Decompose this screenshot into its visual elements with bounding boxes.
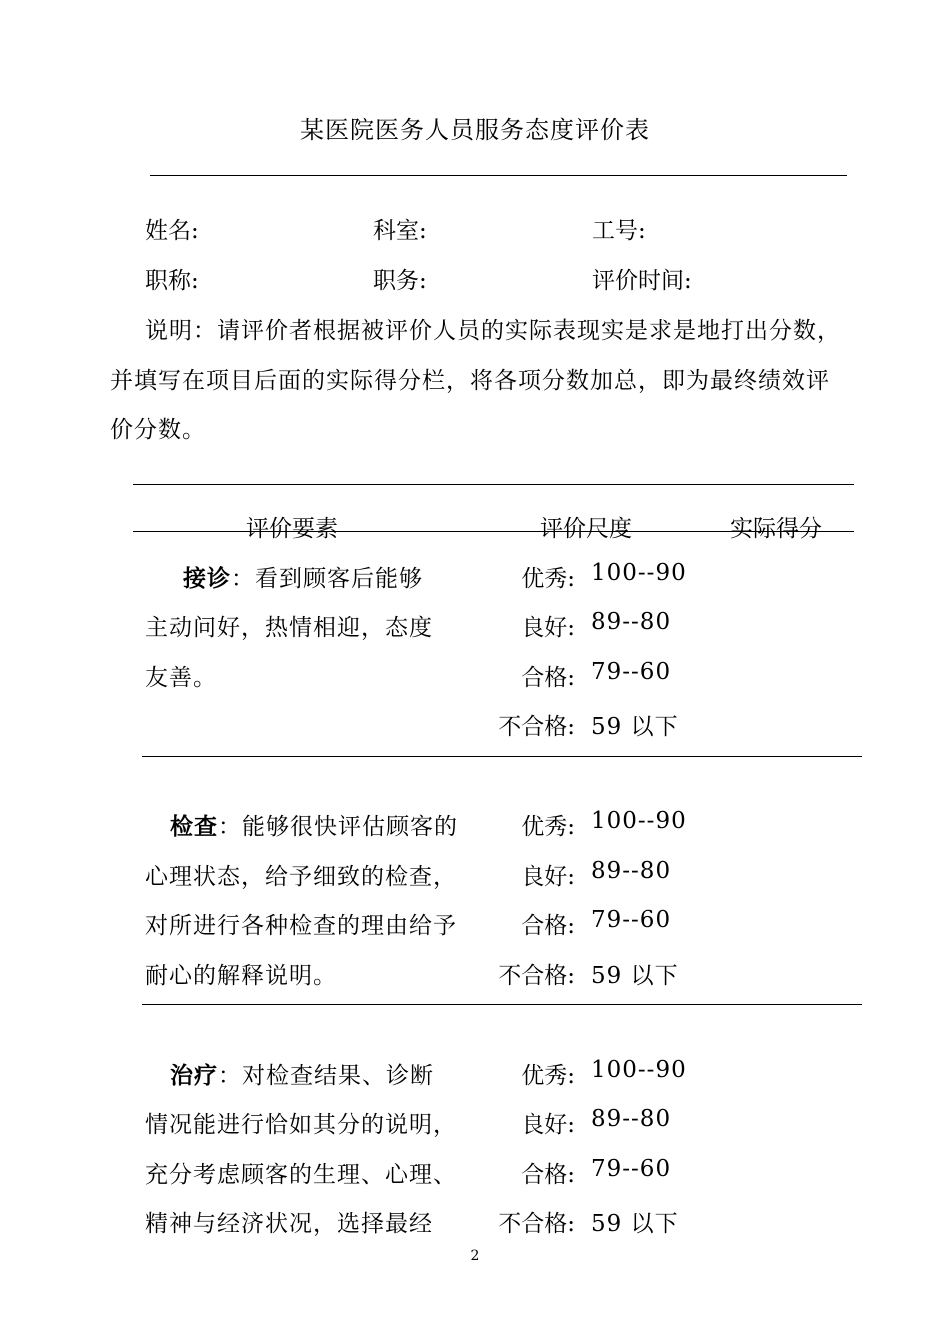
- section-text-line: 充分考虑顾客的生理、心理、: [145, 1162, 457, 1188]
- section-text-line: 检查：能够很快评估顾客的: [170, 814, 458, 840]
- position-field-label: 职务:: [373, 268, 427, 294]
- scale-label: 优秀:: [521, 1063, 575, 1089]
- header-scale: 评价尺度: [540, 516, 632, 542]
- section-heading: 检查: [170, 814, 218, 840]
- scale-label: 良好:: [521, 864, 575, 890]
- section-heading: 治疗: [170, 1063, 218, 1089]
- scale-value: 79--60: [591, 907, 672, 933]
- name-field-label: 姓名:: [145, 218, 199, 244]
- scale-value: 100--90: [591, 808, 687, 834]
- instruction-line-3: 价分数。: [110, 417, 206, 443]
- scale-label: 优秀:: [521, 814, 575, 840]
- instruction-line-1: 说明：请评价者根据被评价人员的实际表现实是求是地打出分数，: [145, 318, 841, 344]
- scale-value: 79--60: [591, 659, 672, 685]
- scale-value: 89--80: [591, 609, 672, 635]
- scale-value: 59 以下: [591, 1211, 679, 1237]
- section-text-line: 耐心的解释说明。: [145, 963, 337, 989]
- scale-label: 良好:: [521, 615, 575, 641]
- table-header-rule: [133, 531, 854, 532]
- scale-label: 优秀:: [521, 566, 575, 592]
- section-text-line: 精神与经济状况，选择最经: [145, 1211, 433, 1237]
- section-text-line: 对所进行各种检查的理由给予: [145, 913, 457, 939]
- section-text-line: 心理状态，给予细致的检查，: [145, 864, 457, 890]
- scale-value: 79--60: [591, 1156, 672, 1182]
- scale-value: 100--90: [591, 1057, 687, 1083]
- eval-time-field-label: 评价时间:: [592, 268, 692, 294]
- scale-value: 59 以下: [591, 714, 679, 740]
- section-text-line: 情况能进行恰如其分的说明，: [145, 1112, 457, 1138]
- page-number: 2: [470, 1248, 480, 1264]
- scale-label: 不合格:: [498, 714, 575, 740]
- section-divider: [142, 756, 862, 757]
- job-title-field-label: 职称:: [145, 268, 199, 294]
- section-text-line: 友善。: [145, 665, 217, 691]
- scale-label: 不合格:: [498, 1211, 575, 1237]
- section-text-line: 主动问好，热情相迎，态度: [145, 615, 433, 641]
- instruction-line-2: 并填写在项目后面的实际得分栏，将各项分数加总，即为最终绩效评: [110, 368, 830, 394]
- section-divider: [142, 1004, 862, 1005]
- section-text-line: 治疗：对检查结果、诊断: [170, 1063, 434, 1089]
- scale-label: 合格:: [521, 913, 575, 939]
- table-top-rule: [133, 484, 854, 485]
- scale-label: 良好:: [521, 1112, 575, 1138]
- scale-value: 100--90: [591, 560, 687, 586]
- department-field-label: 科室:: [373, 218, 427, 244]
- scale-label: 合格:: [521, 1162, 575, 1188]
- page-title: 某医院医务人员服务态度评价表: [300, 116, 650, 144]
- scale-value: 59 以下: [591, 963, 679, 989]
- scale-label: 不合格:: [498, 963, 575, 989]
- scale-value: 89--80: [591, 1106, 672, 1132]
- section-heading: 接诊: [183, 566, 231, 592]
- title-divider: [150, 175, 847, 176]
- header-score: 实际得分: [730, 516, 822, 542]
- employee-id-field-label: 工号:: [592, 218, 646, 244]
- scale-label: 合格:: [521, 665, 575, 691]
- header-element: 评价要素: [246, 516, 338, 542]
- section-text-line: 接诊：看到顾客后能够: [183, 566, 423, 592]
- scale-value: 89--80: [591, 858, 672, 884]
